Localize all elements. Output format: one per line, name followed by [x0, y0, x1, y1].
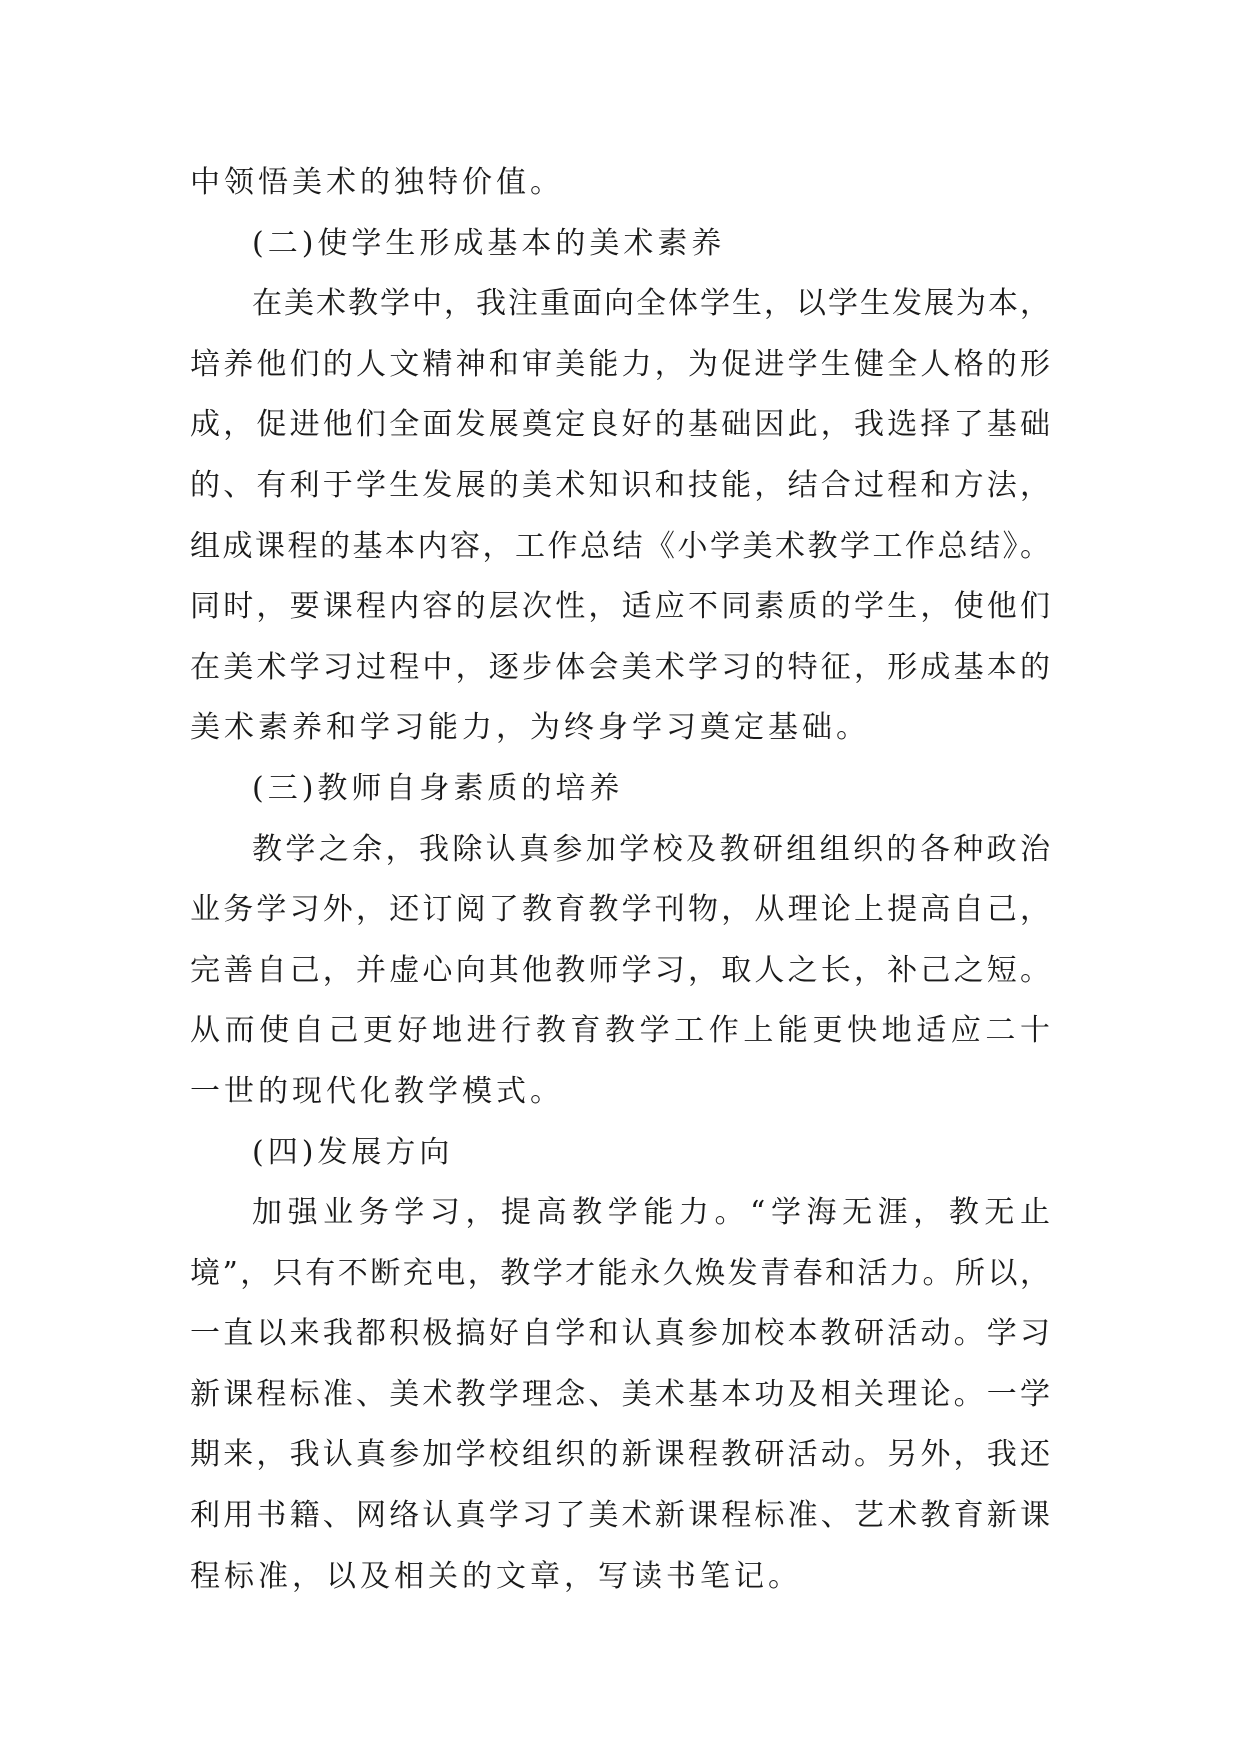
text-line: 境”，只有不断充电，教学才能永久焕发青春和活力。所以， — [190, 1255, 1050, 1291]
text-line: 培养他们的人文精神和审美能力，为促进学生健全人格的形 — [190, 346, 1050, 382]
text-line: 美术素养和学习能力，为终身学习奠定基础。 — [190, 710, 870, 746]
section-heading: (二)使学生形成基本的美术素养 — [252, 225, 726, 261]
text-line: 新课程标准、美术教学理念、美术基本功及相关理论。一学 — [190, 1376, 1050, 1412]
text-line: 从而使自己更好地进行教育教学工作上能更快地适应二十 — [190, 1013, 1050, 1049]
section-heading: (三)教师自身素质的培养 — [252, 770, 624, 806]
text-line: 加强业务学习，提高教学能力。“学海无涯，教无止 — [252, 1195, 1050, 1231]
section-heading: (四)发展方向 — [252, 1134, 454, 1170]
text-line: 业务学习外，还订阅了教育教学刊物，从理论上提高自己， — [190, 892, 1050, 928]
text-line: 的、有利于学生发展的美术知识和技能，结合过程和方法， — [190, 467, 1050, 503]
text-line: 成，促进他们全面发展奠定良好的基础因此，我选择了基础 — [190, 407, 1050, 443]
text-line: 在美术学习过程中，逐步体会美术学习的特征，形成基本的 — [190, 649, 1050, 685]
text-line: 完善自己，并虚心向其他教师学习，取人之长，补己之短。 — [190, 952, 1050, 988]
text-line: 组成课程的基本内容，工作总结《小学美术教学工作总结》。 — [190, 528, 1050, 564]
document-body — [190, 153, 1050, 1607]
text-line: 利用书籍、网络认真学习了美术新课程标准、艺术教育新课 — [190, 1498, 1050, 1534]
text-line: 一直以来我都积极搞好自学和认真参加校本教研活动。学习 — [190, 1316, 1050, 1352]
text-line: 在美术教学中，我注重面向全体学生，以学生发展为本， — [252, 286, 1050, 322]
text-line: 程标准，以及相关的文章，写读书笔记。 — [190, 1558, 802, 1594]
text-line: 同时，要课程内容的层次性，适应不同素质的学生，使他们 — [190, 589, 1050, 625]
text-line: 期来，我认真参加学校组织的新课程教研活动。另外，我还 — [190, 1437, 1050, 1473]
text-line: 一世的现代化教学模式。 — [190, 1073, 564, 1109]
text-line: 教学之余，我除认真参加学校及教研组组织的各种政治 — [252, 831, 1050, 867]
text-line: 中领悟美术的独特价值。 — [190, 165, 564, 200]
